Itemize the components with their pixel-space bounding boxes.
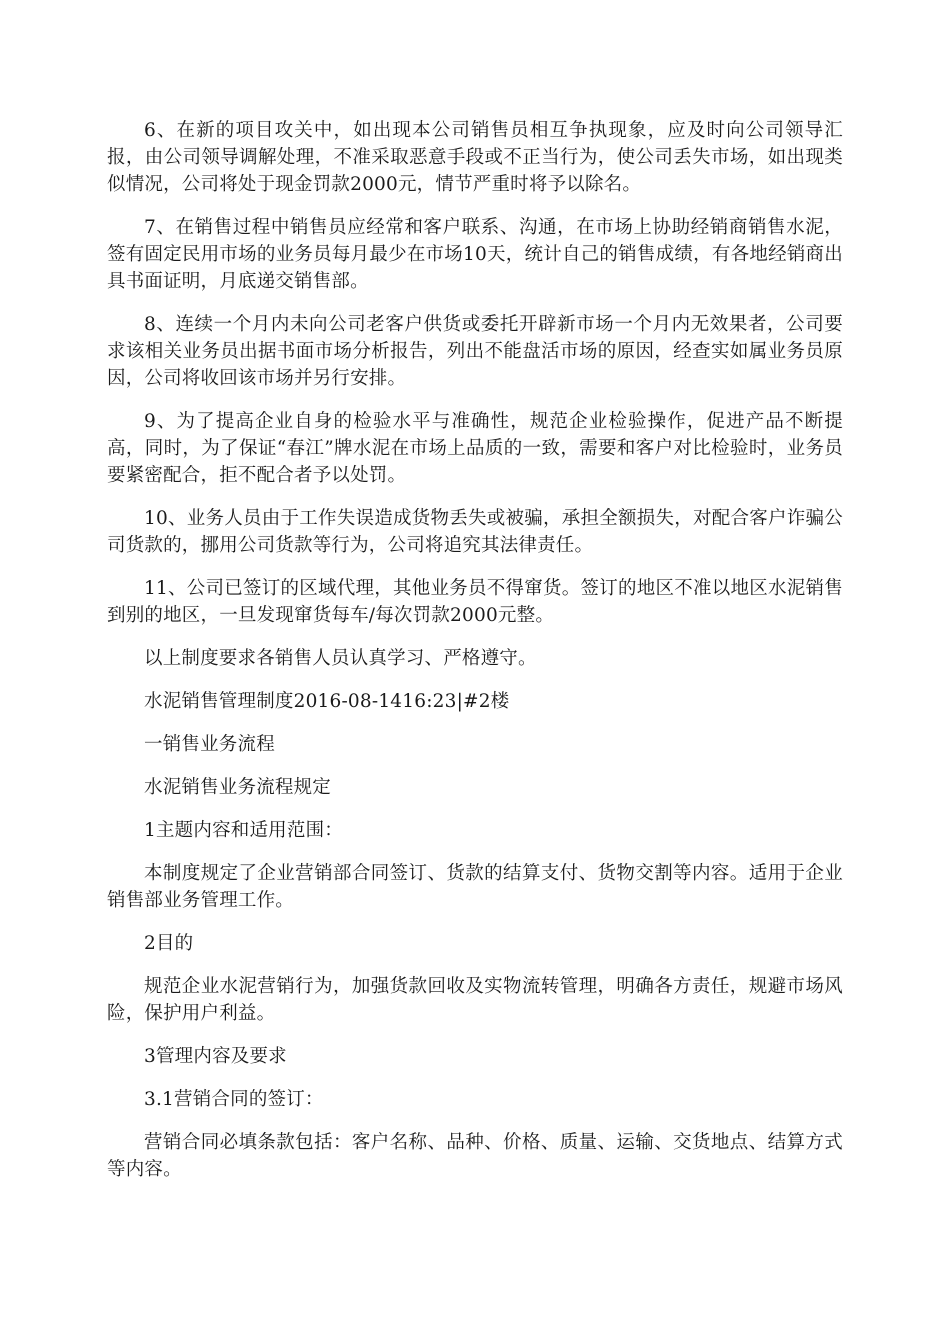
paragraph-closing-note: 以上制度要求各销售人员认真学习、严格遵守。 <box>144 648 537 669</box>
paragraph-scope: 本制度规定了企业营销部合同签订、货款的结算支付、货物交割等内容。适用于企业销售部业务管理工作。 <box>107 863 843 911</box>
document-body <box>107 117 843 1199</box>
heading-management-content: 3管理内容及要求 <box>144 1046 287 1067</box>
paragraph-contract-terms: 营销合同必填条款包括：客户名称、品种、价格、质量、运输、交货地点、结算方式等内容。 <box>107 1132 843 1180</box>
heading-purpose: 2目的 <box>144 933 194 954</box>
paragraph-rule-9: 9、为了提高企业自身的检验水平与准确性，规范企业检验操作，促进产品不断提高，同时，为了保证“春江”牌水泥在市场上品质的一致，需要和客户对比检验时，业务员要紧密配合，拒不配合者予以处罚。 <box>107 411 843 486</box>
section-heading-sales-process: 一销售业务流程 <box>144 734 275 755</box>
paragraph-rule-10: 10、业务人员由于工作失误造成货物丢失或被骗，承担全额损失，对配合客户诈骗公司货款的，挪用公司货款等行为，公司将追究其法律责任。 <box>107 508 843 556</box>
heading-scope: 1主题内容和适用范围： <box>144 820 343 841</box>
paragraph-rule-6: 6、在新的项目攻关中，如出现本公司销售员相互争执现象，应及时向公司领导汇报，由公司领导调解处理，不准采取恶意手段或不正当行为，使公司丢失市场，如出现类似情况，公司将处于现金罚款2000元，情节严重时将予以除名。 <box>107 120 843 195</box>
paragraph-rule-8: 8、连续一个月内未向公司老客户供货或委托开辟新市场一个月内无效果者，公司要求该相关业务员出据书面市场分析报告，列出不能盘活市场的原因，经查实如属业务员原因，公司将收回该市场并另行安排。 <box>107 314 843 389</box>
paragraph-rule-7: 7、在销售过程中销售员应经常和客户联系、沟通，在市场上协助经销商销售水泥，签有固定民用市场的业务员每月最少在市场10天，统计自己的销售成绩，有各地经销商出具书面证明，月底递交销售部。 <box>107 217 843 292</box>
section-title-process-rules: 水泥销售业务流程规定 <box>144 777 332 798</box>
paragraph-rule-11: 11、公司已签订的区域代理，其他业务员不得窜货。签订的地区不准以地区水泥销售到别的地区，一旦发现窜货每车/每次罚款2000元整。 <box>107 578 843 626</box>
paragraph-purpose: 规范企业水泥营销行为，加强货款回收及实物流转管理，明确各方责任，规避市场风险，保护用户利益。 <box>107 976 843 1024</box>
heading-contract-signing: 3.1营销合同的签订： <box>144 1089 324 1110</box>
post-header: 水泥销售管理制度2016-08-1416:23|#2楼 <box>144 691 510 712</box>
